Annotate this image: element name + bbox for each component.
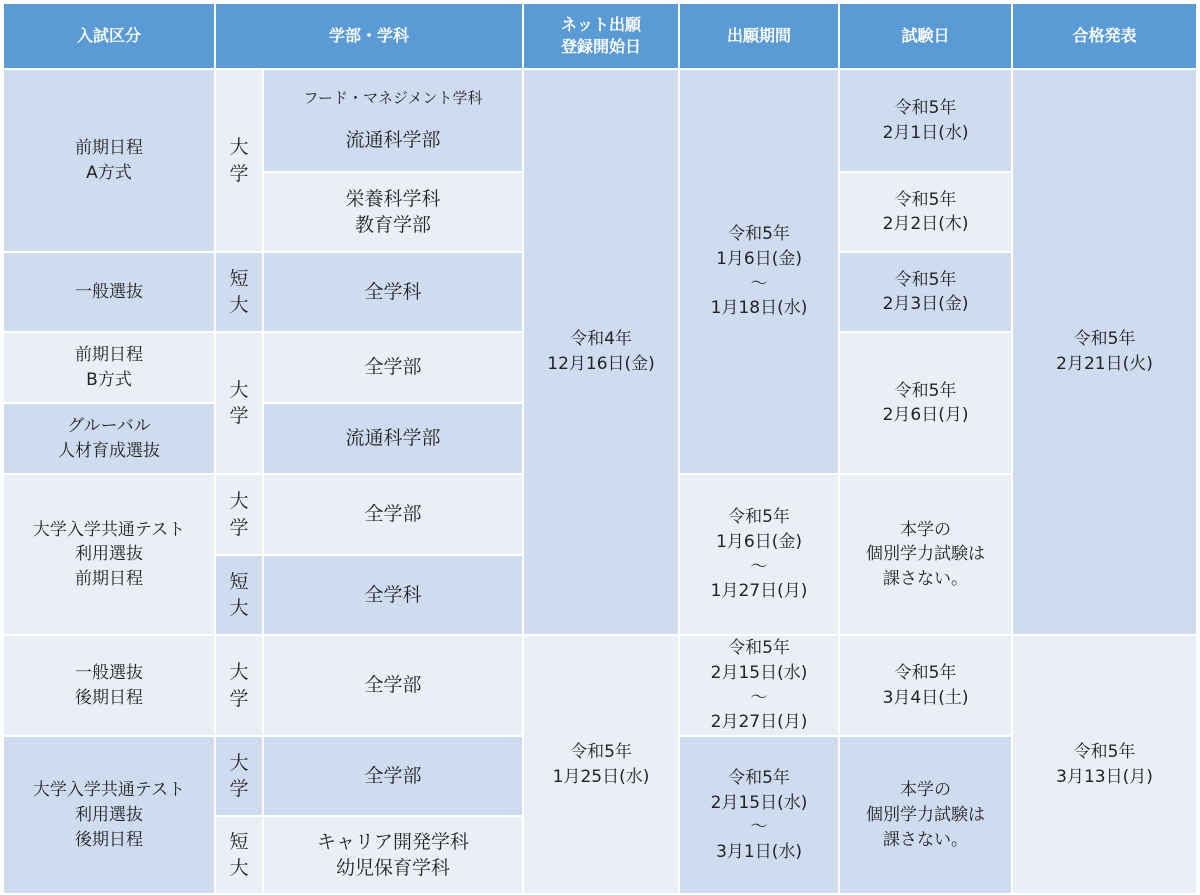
registration-date-cell: 令和5年 1月25日(水) (523, 635, 679, 894)
department-cell: 全学科 (263, 555, 523, 635)
header-registration-start: ネット出願 登録開始日 (523, 3, 679, 69)
department-cell (263, 69, 523, 172)
exam-date-cell: 本学の 個別学力試験は 課さない。 (839, 474, 1012, 635)
exam-date-cell: 令和5年 2月1日(水) (839, 69, 1012, 172)
exam-date-cell: 令和5年 3月4日(土) (839, 635, 1012, 736)
application-period-cell: 令和5年 1月6日(金) 〜 1月27日(月) (679, 474, 839, 635)
exam-category-cell: 大学入学共通テスト 利用選抜 後期日程 (3, 736, 215, 894)
exam-category-cell: 前期日程 A方式 (3, 69, 215, 252)
table-row (3, 69, 1197, 172)
school-type-cell: 大 学 (215, 332, 263, 474)
school-type-cell: 大 学 (215, 635, 263, 736)
exam-category-cell: 大学入学共通テスト 利用選抜 前期日程 (3, 474, 215, 635)
exam-date-cell: 令和5年 2月2日(木) (839, 172, 1012, 252)
department-sub-label: フード・マネジメント学科 (303, 89, 483, 107)
exam-category-cell: 一般選抜 (3, 252, 215, 332)
table-row (3, 635, 1197, 736)
application-period-cell: 令和5年 1月6日(金) 〜 1月18日(水) (679, 69, 839, 474)
department-cell: キャリア開発学科 幼児保育学科 (263, 816, 523, 894)
school-type-cell: 大 学 (215, 69, 263, 252)
exam-category-cell: 一般選抜 後期日程 (3, 635, 215, 736)
department-cell: 全学科 (263, 252, 523, 332)
department-cell: 全学部 (263, 332, 523, 403)
application-period-cell: 令和5年 2月15日(水) 〜 3月1日(水) (679, 736, 839, 894)
registration-date-cell: 令和4年 12月16日(金) (523, 69, 679, 635)
header-row (3, 3, 1197, 69)
header-application-period: 出願期間 (679, 3, 839, 69)
school-type-cell: 短 大 (215, 555, 263, 635)
header-exam-date: 試験日 (839, 3, 1012, 69)
application-period-cell: 令和5年 2月15日(水) 〜 2月27日(月) (679, 635, 839, 736)
exam-date-cell: 令和5年 2月6日(月) (839, 332, 1012, 474)
department-main-label: 流通科学部 (345, 128, 441, 151)
header-exam-category: 入試区分 (3, 3, 215, 69)
header-faculty-dept: 学部・学科 (215, 3, 523, 69)
school-type-cell: 短 大 (215, 816, 263, 894)
school-type-cell: 大 学 (215, 474, 263, 555)
department-cell: 流通科学部 (263, 403, 523, 474)
exam-date-cell: 本学の 個別学力試験は 課さない。 (839, 736, 1012, 894)
department-cell: 全学部 (263, 474, 523, 555)
school-type-cell: 大 学 (215, 736, 263, 816)
department-cell: 全学部 (263, 635, 523, 736)
header-result-announcement: 合格発表 (1012, 3, 1197, 69)
announcement-date-cell: 令和5年 3月13日(月) (1012, 635, 1197, 894)
school-type-cell: 短 大 (215, 252, 263, 332)
department-cell: 全学部 (263, 736, 523, 816)
exam-date-cell: 令和5年 2月3日(金) (839, 252, 1012, 332)
announcement-date-cell: 令和5年 2月21日(火) (1012, 69, 1197, 635)
admission-schedule-table (2, 2, 1198, 895)
department-cell: 栄養科学科 教育学部 (263, 172, 523, 252)
exam-category-cell: グルーバル 人材育成選抜 (3, 403, 215, 474)
exam-category-cell: 前期日程 B方式 (3, 332, 215, 403)
